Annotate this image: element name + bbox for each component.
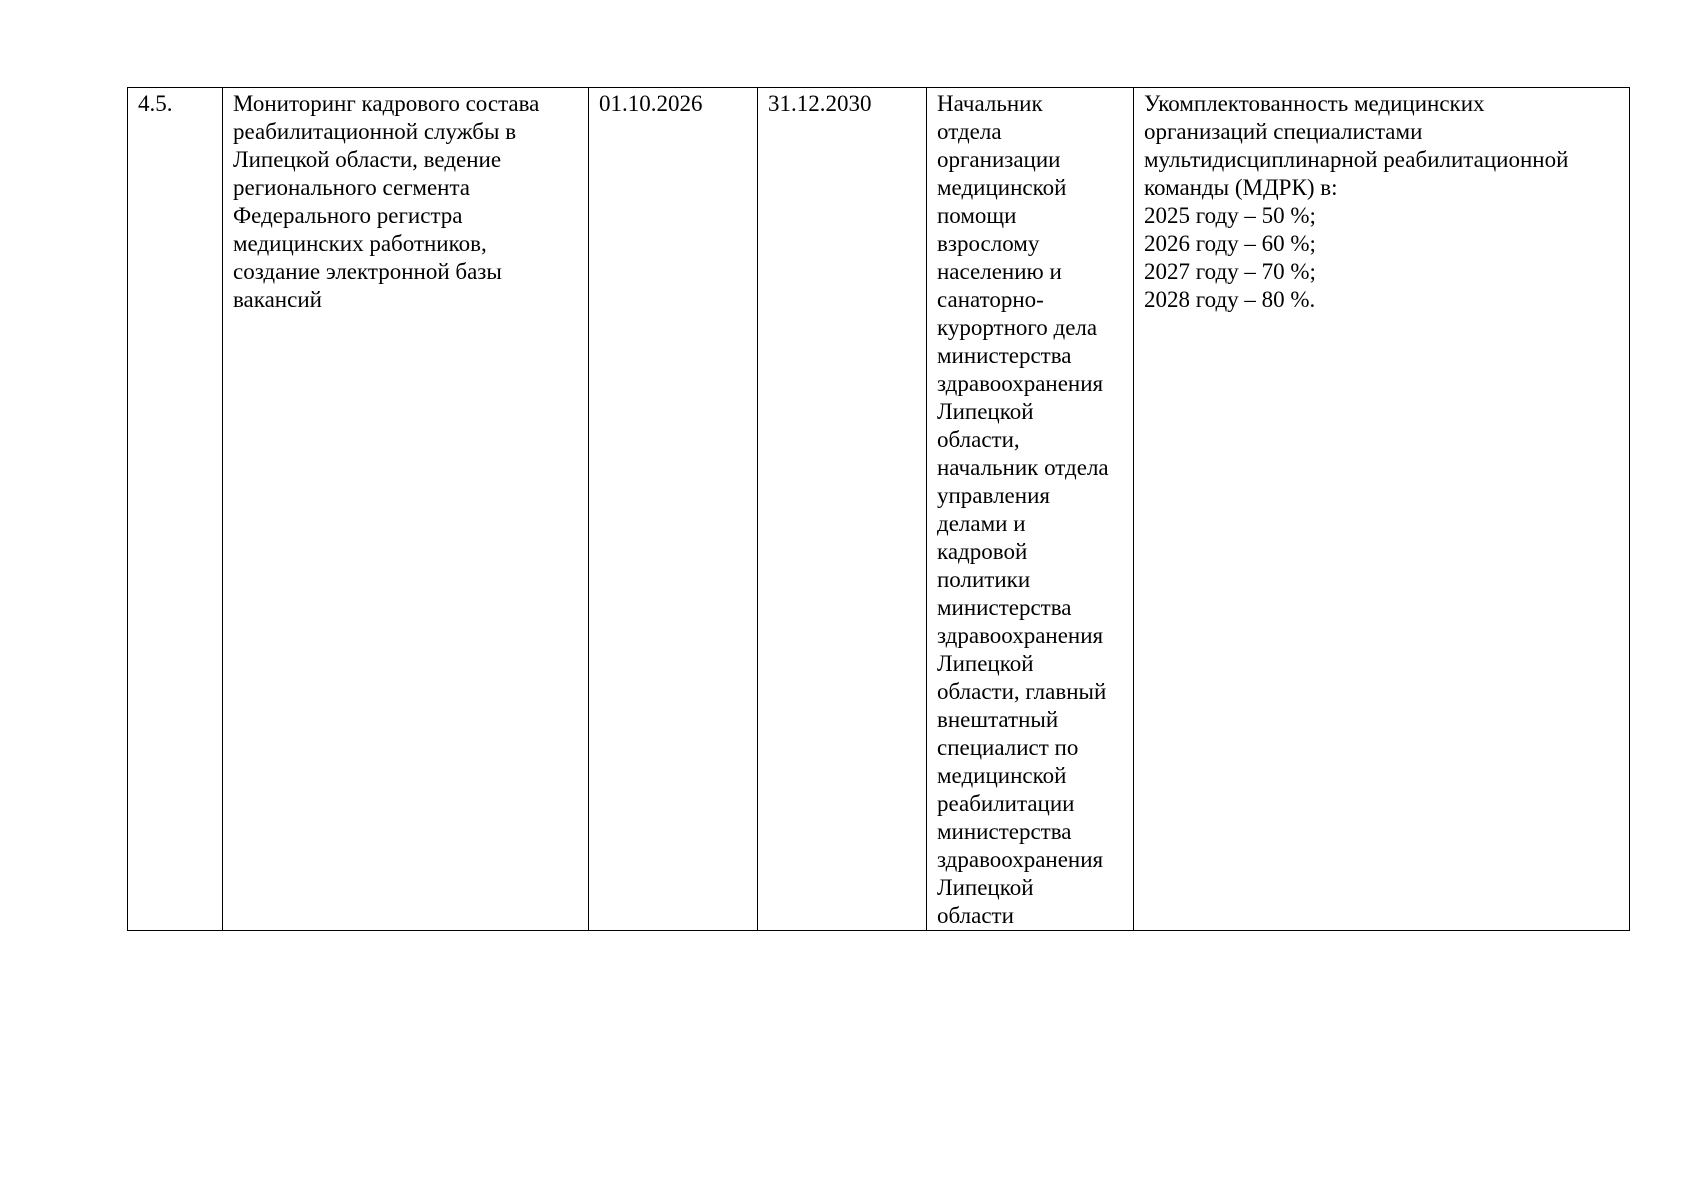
responsible-line: кадровой — [937, 539, 1028, 564]
responsible-line: Липецкой — [937, 651, 1034, 676]
cell-description — [223, 88, 589, 931]
responsible-line: медицинской — [937, 763, 1067, 788]
document-table — [127, 87, 1630, 931]
responsible-line: области, главный — [937, 679, 1107, 704]
result-line: организаций специалистами — [1144, 119, 1423, 144]
result-line: 2027 году – 70 %; — [1144, 259, 1316, 284]
result-line: 2028 году – 80 %. — [1144, 287, 1316, 312]
cell-start-date — [589, 88, 758, 931]
description-line: создание электронной базы — [233, 259, 502, 284]
description-line: реабилитационной службы в — [233, 119, 517, 144]
start-date: 01.10.2026 — [599, 91, 703, 116]
responsible-line: министерства — [937, 595, 1072, 620]
responsible-line: медицинской — [937, 175, 1067, 200]
responsible-line: политики — [937, 567, 1031, 592]
responsible-line: делами и — [937, 511, 1026, 536]
cell-result — [1134, 88, 1630, 931]
responsible-line: здравоохранения — [937, 623, 1104, 648]
description-line: Липецкой области, ведение — [233, 147, 502, 172]
responsible-line: отдела — [937, 119, 1002, 144]
responsible-line: взрослому — [937, 231, 1040, 256]
responsible-line: начальник отдела — [937, 455, 1109, 480]
cell-number — [128, 88, 223, 931]
description-line: Мониторинг кадрового состава — [233, 91, 540, 116]
description-line: регионального сегмента — [233, 175, 470, 200]
description-line: медицинских работников, — [233, 231, 487, 256]
cell-end-date — [758, 88, 927, 931]
responsible-line: населению и — [937, 259, 1062, 284]
result-line: команды (МДРК) в: — [1144, 175, 1338, 200]
responsible-line: помощи — [937, 203, 1017, 228]
cell-responsible — [927, 88, 1134, 931]
responsible-line: управления — [937, 483, 1050, 508]
responsible-line: министерства — [937, 819, 1072, 844]
result-line: 2025 году – 50 %; — [1144, 203, 1316, 228]
responsible-line: области, — [937, 427, 1020, 452]
responsible-line: внештатный — [937, 707, 1059, 732]
table-row — [128, 88, 1630, 931]
result-line: 2026 году – 60 %; — [1144, 231, 1316, 256]
responsible-line: Начальник — [937, 91, 1043, 116]
responsible-line: санаторно- — [937, 287, 1044, 312]
result-line: Укомплектованность медицинских — [1144, 91, 1485, 116]
description-line: вакансий — [233, 287, 322, 312]
responsible-line: Липецкой — [937, 399, 1034, 424]
responsible-line: специалист по — [937, 735, 1079, 760]
responsible-line: здравоохранения — [937, 371, 1104, 396]
responsible-line: здравоохранения — [937, 847, 1104, 872]
responsible-line: министерства — [937, 343, 1072, 368]
responsible-line: курортного дела — [937, 315, 1098, 340]
responsible-line: Липецкой — [937, 875, 1034, 900]
responsible-line: реабилитации — [937, 791, 1075, 816]
end-date: 31.12.2030 — [768, 91, 872, 116]
responsible-line: организации — [937, 147, 1061, 172]
description-line: Федерального регистра — [233, 203, 463, 228]
result-line: мультидисциплинарной реабилитационной — [1144, 147, 1569, 172]
item-number: 4.5. — [138, 91, 173, 116]
responsible-line: области — [937, 903, 1014, 928]
